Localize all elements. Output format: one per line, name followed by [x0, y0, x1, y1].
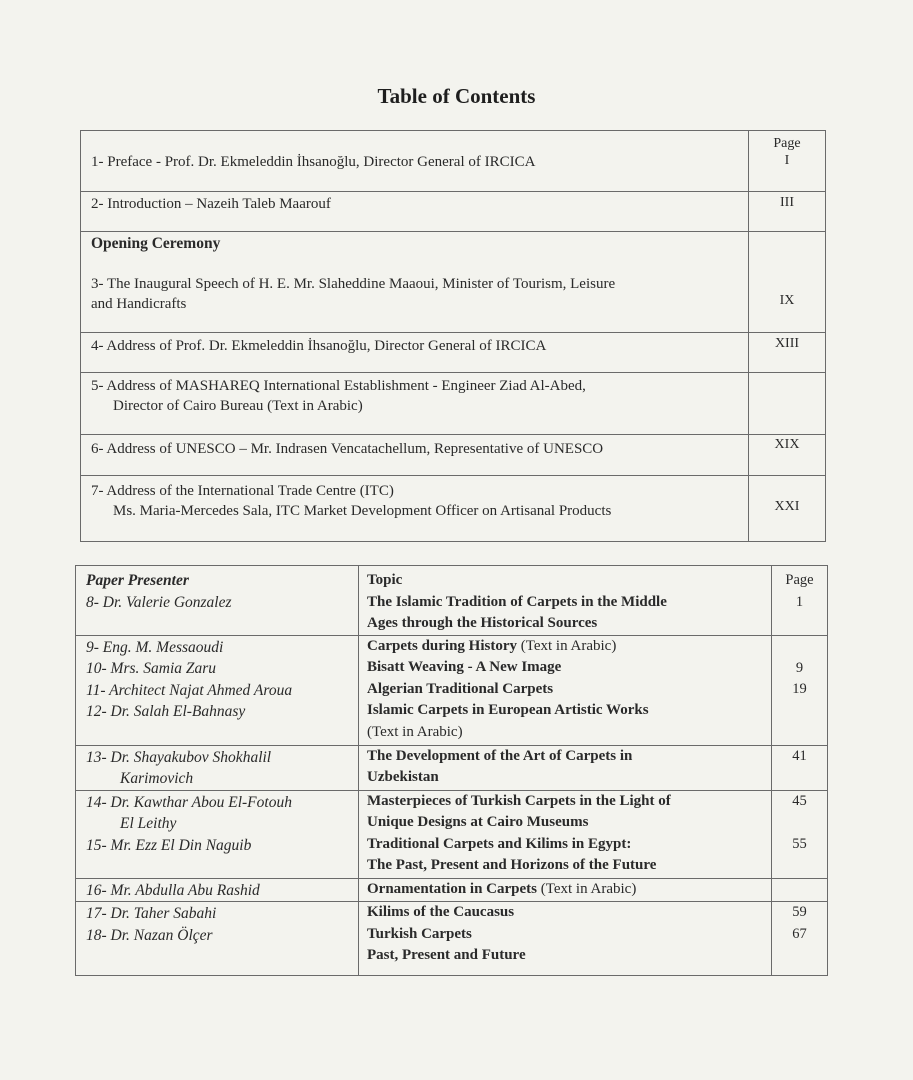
- topic-line: Unique Designs at Cairo Museums: [367, 814, 589, 830]
- presenter-name: 9- Eng. M. Messaoudi: [86, 638, 224, 656]
- page-number: 9: [795, 659, 804, 676]
- page-number: I: [784, 153, 790, 168]
- topic-line: Bisatt Weaving - A New Image: [367, 659, 562, 675]
- presenter-name: Karimovich: [120, 770, 194, 787]
- toc-row: [81, 435, 826, 476]
- entry-line: Ms. Maria-Mercedes Sala, ITC Market Development Officer on Artisanal Products: [113, 503, 612, 519]
- presenter-name: 10- Mrs. Samia Zaru: [86, 660, 217, 677]
- entry-text: 4- Address of Prof. Dr. Ekmeleddin İhsanoğlu, Director General of IRCICA: [91, 338, 547, 354]
- toc-row: [81, 476, 826, 542]
- contents-table-papers: [75, 565, 828, 976]
- toc-row: [81, 333, 826, 373]
- toc-row: [81, 232, 826, 333]
- paper-row: [76, 902, 828, 976]
- presenter-name: 14- Dr. Kawthar Abou El-Fotouh: [86, 793, 292, 811]
- page-title: Table of Contents: [377, 84, 536, 108]
- page-number: 19: [792, 681, 807, 697]
- entry-line: 3- The Inaugural Speech of H. E. Mr. Slaheddine Maaoui, Minister of Tourism, Leisure: [91, 276, 616, 292]
- presenter-name: 12- Dr. Salah El-Bahnasy: [86, 703, 246, 720]
- page-number: XXI: [774, 499, 800, 514]
- paper-row: [76, 745, 828, 790]
- contents-table-opening: [80, 130, 826, 542]
- topic-title: Ornamentation in Carpets: [367, 880, 537, 897]
- topic-note: (Text in Arabic): [517, 637, 617, 654]
- entry-text: 2- Introduction – Nazeih Taleb Maarouf: [91, 196, 331, 212]
- topic-line: The Development of the Art of Carpets in: [367, 747, 633, 764]
- presenter-column-header: Paper Presenter: [86, 572, 189, 589]
- toc-row: [81, 373, 826, 435]
- presenter-name: 8- Dr. Valerie Gonzalez: [86, 593, 232, 611]
- topic-line: Turkish Carpets: [367, 925, 472, 942]
- section-heading: Opening Ceremony: [91, 235, 221, 252]
- topic-line: Kilims of the Caucasus: [367, 904, 515, 920]
- topic-note: (Text in Arabic): [367, 723, 463, 740]
- page-number: IX: [779, 293, 795, 308]
- presenter-name: 13- Dr. Shayakubov Shokhalil: [86, 748, 272, 766]
- page-number: 67: [792, 925, 807, 942]
- entry-line: 5- Address of MASHAREQ International Establishment - Engineer Ziad Al-Abed,: [91, 378, 586, 394]
- entry-line: 7- Address of the International Trade Centre (ITC): [91, 483, 394, 499]
- page-number: 1: [795, 593, 804, 610]
- topic-line: Traditional Carpets and Kilims in Egypt:: [367, 835, 632, 852]
- topic-line: Past, Present and Future: [367, 947, 526, 963]
- entry-line: and Handicrafts: [91, 296, 187, 312]
- paper-row: [76, 790, 828, 878]
- entry-line: Director of Cairo Bureau (Text in Arabic): [113, 398, 363, 414]
- presenter-name: 15- Mr. Ezz El Din Naguib: [86, 836, 252, 854]
- page-number: XIX: [774, 437, 800, 452]
- page-number: 41: [792, 747, 807, 764]
- page-number: 55: [792, 835, 807, 852]
- presenter-name: 17- Dr. Taher Sabahi: [86, 905, 217, 922]
- paper-row: [76, 566, 828, 636]
- page-column-header: Page: [773, 136, 801, 151]
- topic-line: [367, 879, 763, 901]
- presenter-name: 11- Architect Najat Ahmed Aroua: [86, 681, 293, 699]
- page-number: 59: [792, 904, 807, 920]
- page-number: III: [780, 195, 794, 210]
- presenter-name: El Leithy: [120, 815, 177, 832]
- topic-column-header: Topic: [367, 572, 403, 588]
- topic-line: Ages through the Historical Sources: [367, 615, 598, 631]
- topic-line: The Past, Present and Horizons of the Future: [367, 857, 657, 873]
- entry-text: 1- Preface - Prof. Dr. Ekmeleddin İhsanoğlu, Director General of IRCICA: [91, 154, 536, 170]
- toc-row: [81, 192, 826, 232]
- paper-row: [76, 878, 828, 902]
- presenter-name: 16- Mr. Abdulla Abu Rashid: [86, 881, 260, 899]
- presenter-name: 18- Dr. Nazan Ölçer: [86, 926, 213, 944]
- topic-line: Uzbekistan: [367, 769, 439, 785]
- topic-line: Islamic Carpets in European Artistic Works: [367, 702, 649, 718]
- page-number: XIII: [774, 336, 800, 351]
- topic-title: Carpets during History: [367, 637, 517, 654]
- topic-line: [367, 636, 763, 658]
- toc-row: [81, 131, 826, 192]
- entry-text: 6- Address of UNESCO – Mr. Indrasen Vencatachellum, Representative of UNESCO: [91, 441, 604, 457]
- topic-note: (Text in Arabic): [537, 880, 637, 897]
- page-number: 45: [792, 792, 807, 809]
- paper-row: [76, 635, 828, 745]
- topic-line: The Islamic Tradition of Carpets in the Middle: [367, 593, 667, 610]
- topic-line: Algerian Traditional Carpets: [367, 680, 554, 697]
- topic-line: Masterpieces of Turkish Carpets in the Light of: [367, 792, 671, 809]
- page-column-header: Page: [785, 572, 814, 588]
